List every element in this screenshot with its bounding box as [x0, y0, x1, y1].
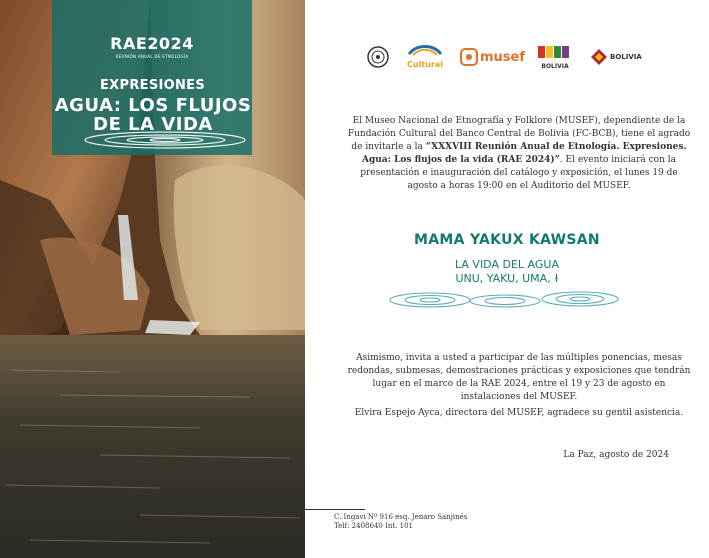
paragraph-1-event-name: “XXXVIII Reunión Anual de Etnología. Expresiones. Agua: Los flujos de la vida (RAE 2024)”	[361, 142, 687, 165]
musef-logo-text: musef	[480, 50, 526, 65]
cultural-logo	[405, 40, 445, 76]
rae-brand-title: RAE2024	[110, 34, 194, 53]
bolivia-logo-text: BOLIVIA	[541, 63, 569, 70]
cover-panel	[0, 0, 305, 558]
sponsor-logos	[305, 40, 709, 76]
rae-brand-subtitle: REUNIÓN ANUAL DE ETNOLOGÍA	[115, 54, 189, 59]
water-swirl-icon	[75, 125, 255, 155]
invitation-paragraph-1	[345, 115, 693, 193]
footer-divider	[305, 509, 365, 510]
exhibit-title: MAMA YAKUX KAWSAN	[414, 232, 600, 248]
place-date: La Paz, agosto de 2024	[563, 450, 669, 460]
cover-main-title: AGUA: LOS FLUJOS DE LA VIDA	[54, 95, 252, 135]
invitation-panel	[305, 0, 709, 558]
fcbcb-seal-logo	[367, 40, 389, 76]
water-swirl-decoration-icon	[385, 287, 625, 313]
bolivia-logo	[537, 40, 573, 76]
exhibit-subtitle-1: LA VIDA DEL AGUA	[455, 258, 559, 271]
invitation-paragraph-2: Asimismo, invita a usted a participar de las múltiples ponencias, mesas redondas, submesas, demostraciones prácticas y exposiciones que tendrán lugar en el marco de la RAE 2024, entre el 19 y 23 de agosto en instalaciones del MUSEF.	[347, 353, 691, 402]
footer-phone: Telf: 2408640 Int. 101	[334, 522, 413, 530]
paragraph-1-details: . El evento iniciará con la presentación e inauguración del catálogo y exposición, el lunes 19 de agosto a horas 19:00 en el Auditorio del MUSEF.	[360, 155, 678, 191]
estado-bolivia-logo	[590, 40, 645, 76]
cultural-logo-text: Cultural	[407, 60, 443, 69]
exhibit-subtitle-2: UNU, YAKU, UMA, ɫ	[455, 272, 559, 285]
estado-bolivia-logo-text: BOLIVIA	[610, 53, 642, 61]
footer-address: C. Ingavi Nº 916 esq. Jenaro Sanjinés	[334, 513, 468, 521]
paragraph-1-intro: El Museo Nacional de Etnografía y Folklore (MUSEF), dependiente de la Fundación Cultural del Banco Central de Bolivia (FC-BCB), tiene el agrado de invitarle a la	[347, 116, 691, 152]
expressions-heading: EXPRESIONES	[100, 78, 205, 93]
invitation-paragraph-3: Elvira Espejo Ayca, directora del MUSEF, agradece su gentil asistencia.	[354, 408, 684, 418]
musef-logo	[460, 40, 526, 76]
